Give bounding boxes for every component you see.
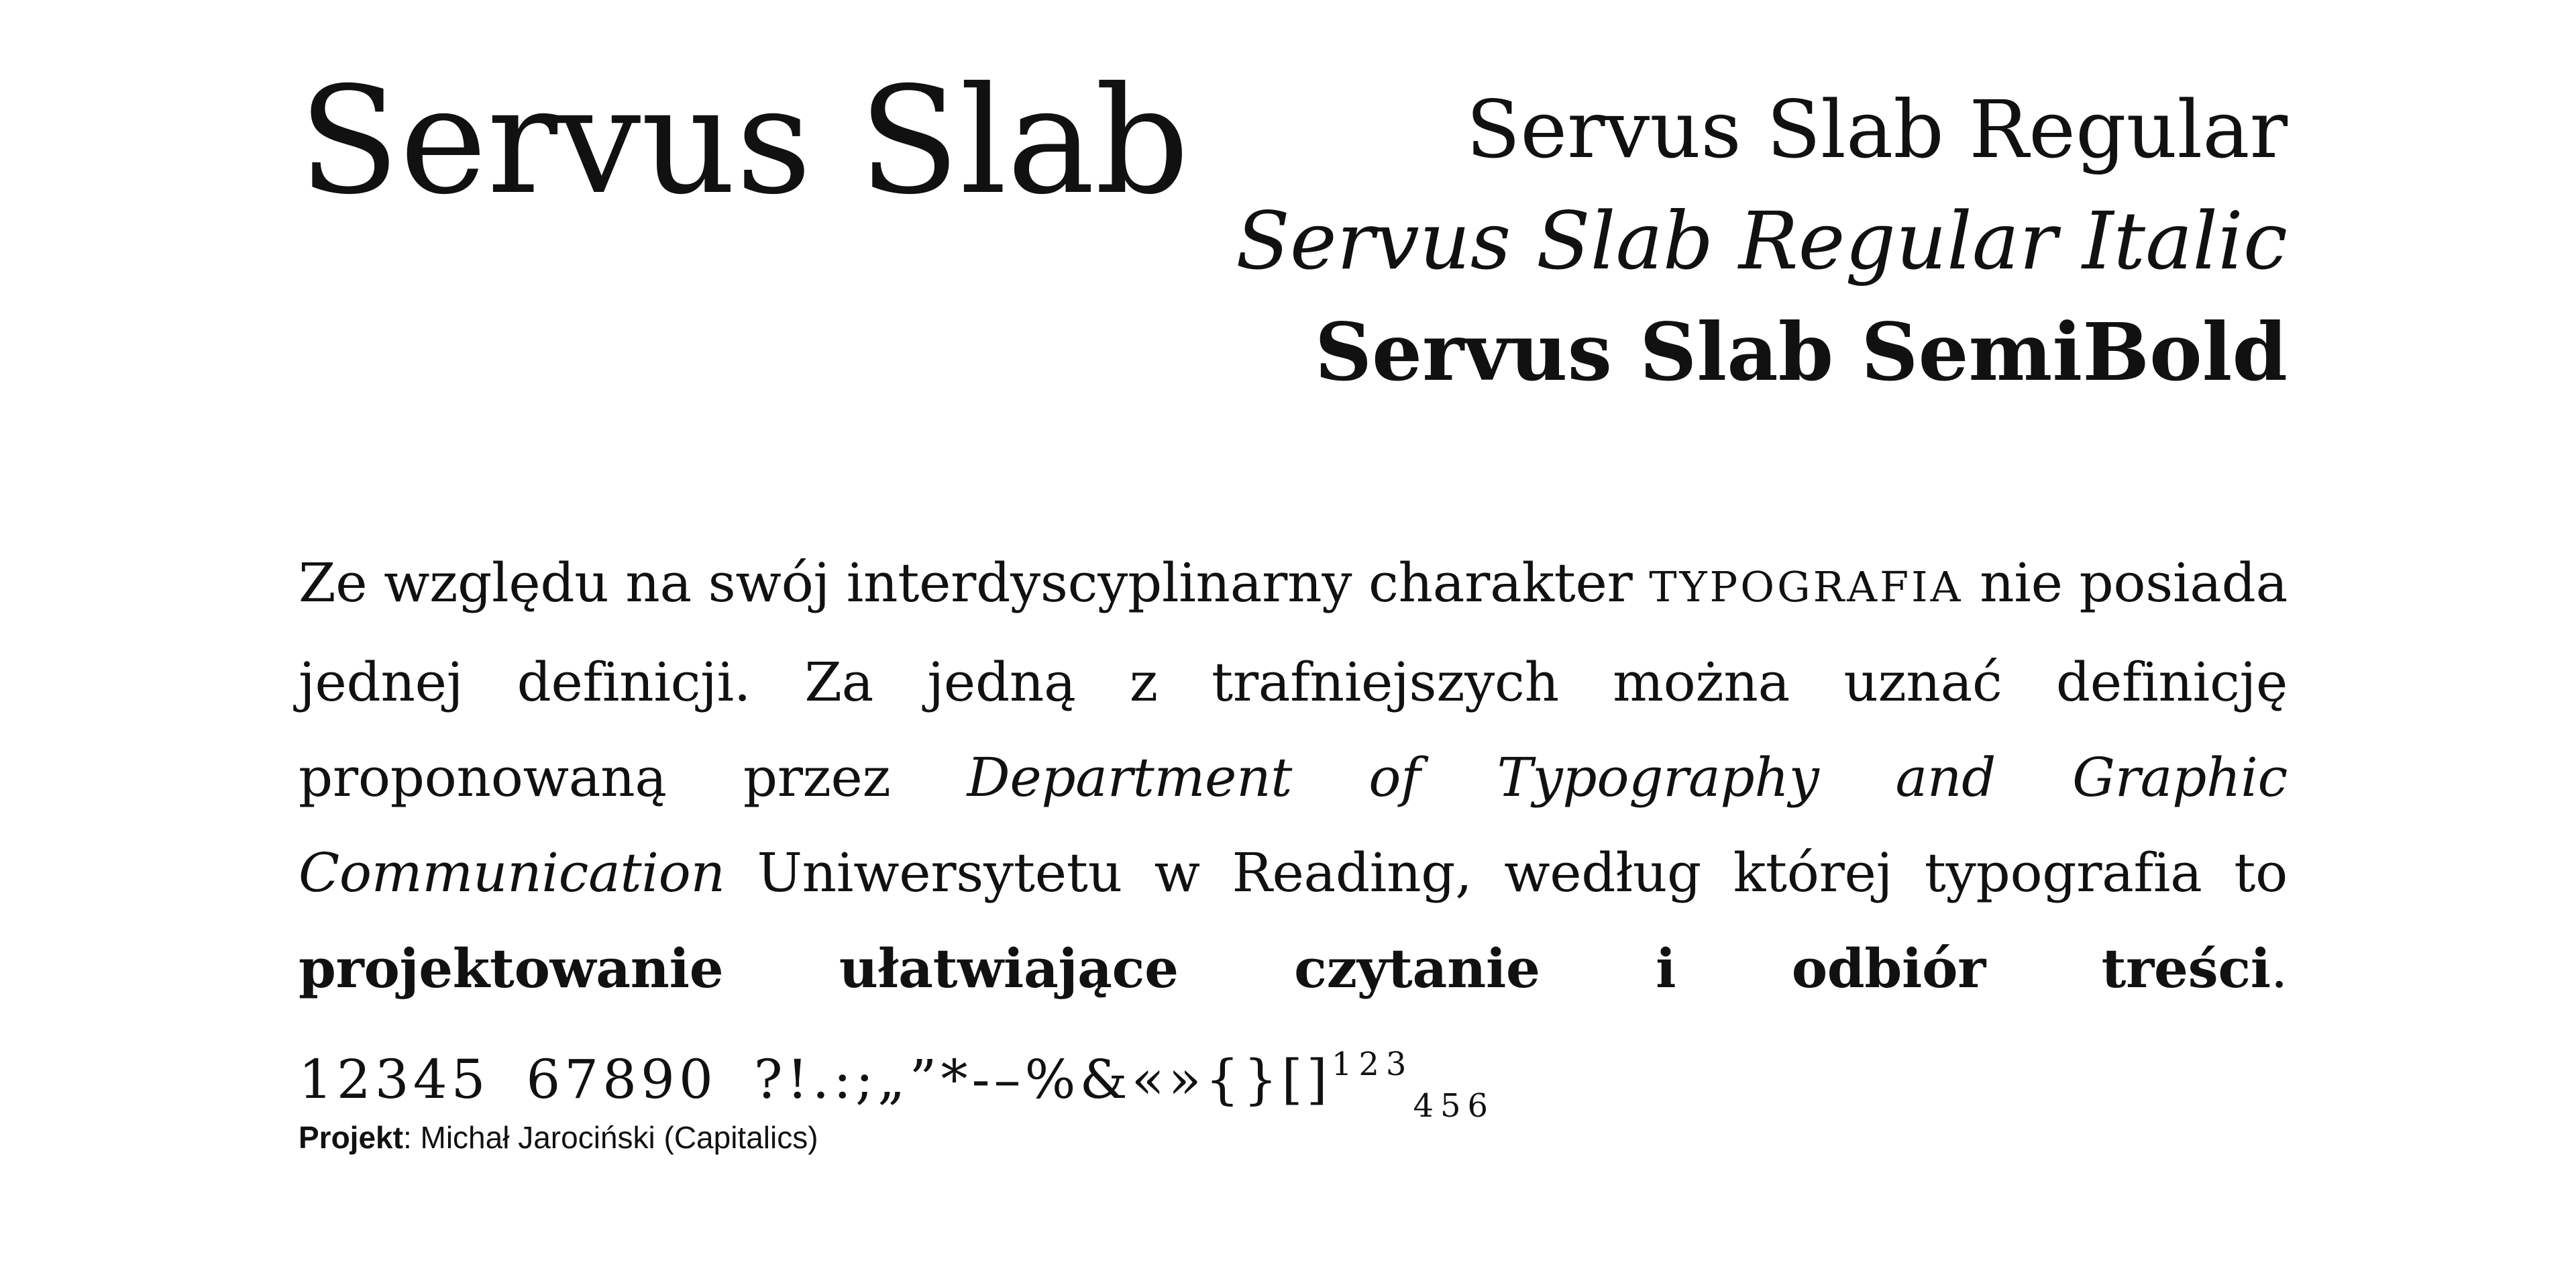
style-italic: Servus Slab Regular Italic	[1236, 195, 2288, 287]
credit-line	[299, 1119, 818, 1156]
paragraph-text-1: Ze względu na swój interdyscyplinarny charakter	[299, 552, 1650, 614]
specimen-paragraph	[299, 536, 2288, 1154]
credit-label: Projekt	[299, 1120, 403, 1155]
style-semibold: Servus Slab SemiBold	[1314, 305, 2288, 399]
font-styles-list	[1236, 74, 2288, 408]
paragraph-text-3: Uniwersytetu w Reading, według której typografia to	[724, 842, 2288, 904]
credit-text: Michał Jarociński (Capitalics)	[420, 1120, 818, 1155]
digits-1: 12345	[299, 1048, 490, 1111]
glyph-sample	[299, 1046, 1495, 1125]
paragraph-period: .	[2270, 937, 2288, 1000]
paragraph-text-2: nie posiada jednej definicji. Za jedną z trafniejszych można uznać definicję proponowaną przez	[299, 552, 2288, 809]
paragraph-bold: projektowanie ułatwiające czytanie i odbiór treści	[299, 937, 2271, 1000]
style-regular: Servus Slab Regular	[1466, 83, 2288, 176]
subscript-sample: 456	[1413, 1087, 1495, 1125]
paragraph-italic: Department of Typography and Graphic Communication	[299, 746, 2288, 904]
punctuation-sample: ?!.:;„”*-–%&«»{}[]	[753, 1048, 1332, 1111]
page-title: Servus Slab	[299, 55, 1189, 227]
superscript-sample: 123	[1331, 1046, 1413, 1083]
credit-separator: :	[402, 1120, 421, 1155]
digits-2: 67890	[526, 1048, 717, 1111]
paragraph-smallcaps: TYPOGRAFIA	[1649, 562, 1964, 611]
